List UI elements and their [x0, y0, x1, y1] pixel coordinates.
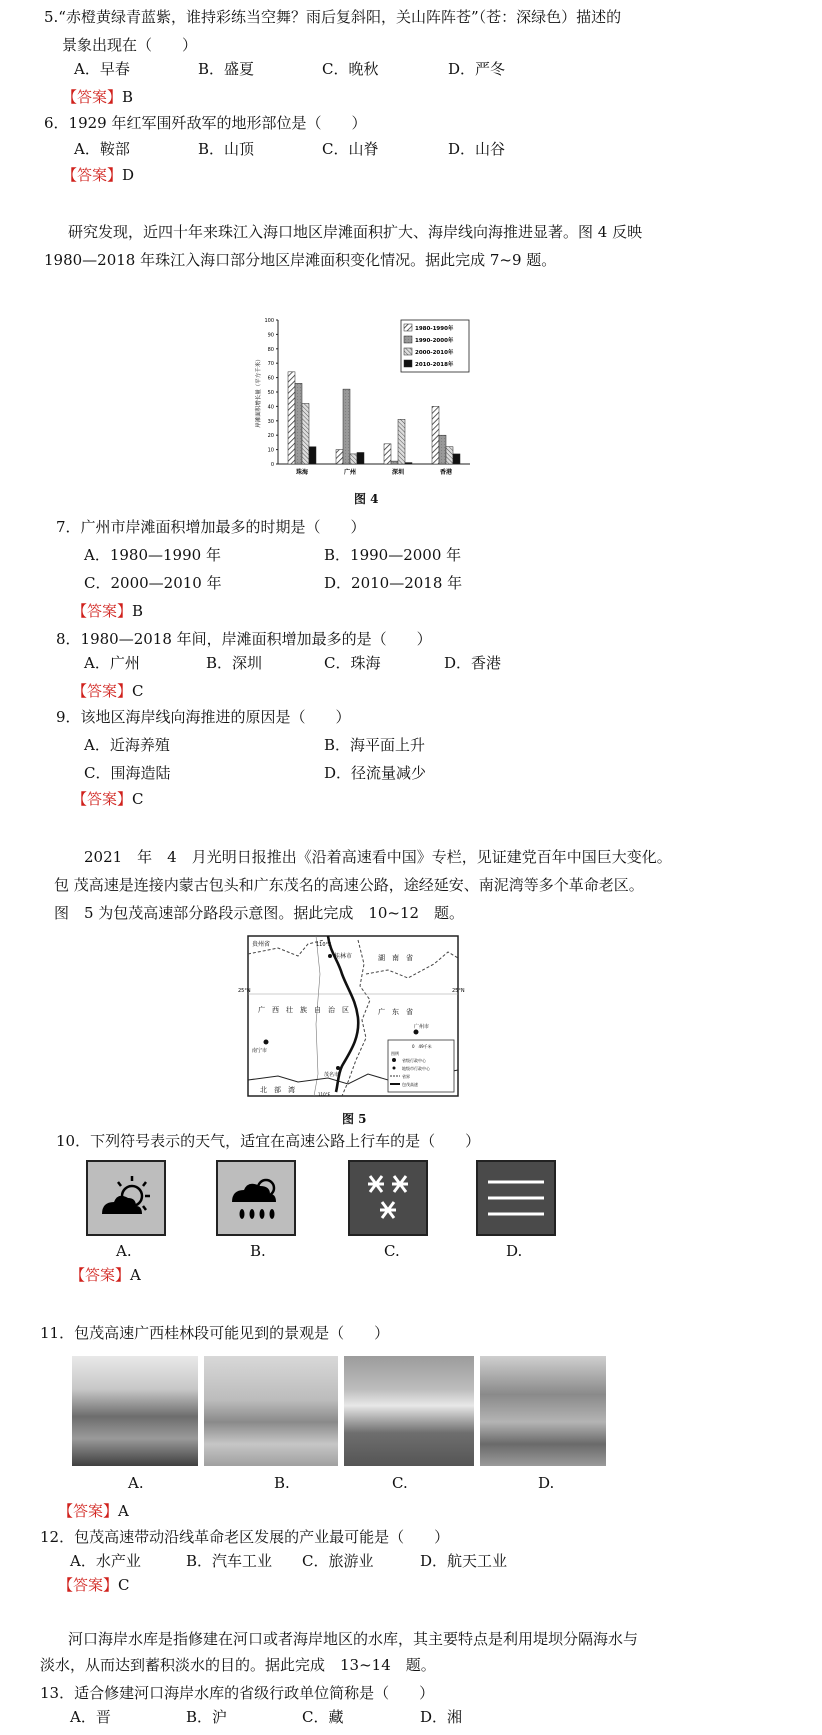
q5-option-d: D．严冬: [448, 60, 506, 78]
answer-value: C: [132, 790, 144, 808]
bar: [391, 461, 398, 464]
q9-option-c: C．围海造陆: [84, 764, 171, 782]
weather-sunny-cloudy-icon: [86, 1160, 166, 1236]
bar: [384, 444, 391, 464]
legend-swatch: [404, 324, 412, 331]
q13-option-b: B．沪: [186, 1708, 228, 1726]
q6-option-c: C．山脊: [322, 140, 379, 158]
y-tick-label: 10: [267, 447, 274, 454]
y-tick-label: 50: [267, 390, 274, 396]
answer-value: D: [122, 166, 135, 184]
q12-option-c: C．旅游业: [302, 1552, 374, 1570]
bar: [336, 450, 343, 464]
x-category-label: 广州: [343, 469, 357, 476]
q7-stem: 7．广州市岸滩面积增加最多的时期是（ ）: [56, 518, 366, 536]
passage-reservoir-line1: 河口海岸水库是指修建在河口或者海岸地区的水库，其主要特点是利用堤坝分隔海水与: [68, 1630, 639, 1648]
map-legend-item-2: 地级市行政中心: [402, 1066, 430, 1071]
legend-entry: 1990-2000年: [415, 338, 454, 344]
passage-fig4: 研究发现，近四十年来珠江入海口地区岸滩面积扩大、海岸线向海推进显著。图 4 反映 1980—2018 年珠江入海口部分地区岸滩面积变化情况。据此完成 7~9 题。: [44, 223, 643, 269]
bar: [295, 383, 302, 464]
q8-option-a: A．广州: [84, 654, 140, 672]
q5-option-c: C．晚秋: [322, 60, 379, 78]
answer-value: A: [118, 1502, 129, 1520]
legend-swatch: [404, 360, 412, 367]
q8-stem: 8．1980—2018 年间，岸滩面积增加最多的是（ ）: [56, 630, 432, 648]
q11-label-c: C.: [392, 1474, 408, 1492]
answer-value: C: [118, 1576, 130, 1594]
answer-label: 【答案】: [72, 602, 133, 620]
bar: [446, 447, 453, 464]
map-label-lon-top: 110°E: [316, 942, 332, 948]
map-legend-item-1: 省级行政中心: [402, 1058, 426, 1063]
q9-option-d: D．径流量减少: [324, 764, 427, 782]
figure4-caption: 图 4: [354, 492, 379, 506]
q10-label-b: B.: [250, 1242, 266, 1260]
map-legend-item-4: 包茂高速: [402, 1082, 418, 1087]
bar: [432, 406, 439, 464]
q10-label-a: A.: [116, 1242, 132, 1260]
map-scale: 0 49千米: [412, 1044, 432, 1049]
bar: [343, 389, 350, 464]
q11-label-a: A.: [128, 1474, 144, 1492]
map-legend-title: 图例: [391, 1051, 399, 1056]
y-tick-label: 40: [267, 404, 274, 411]
y-tick-label: 100: [264, 318, 274, 324]
map-label-guizhou: 贵州省: [252, 941, 271, 948]
q9-stem: 9．该地区海岸线向海推进的原因是（ ）: [56, 708, 351, 726]
bar: [302, 404, 309, 464]
figure5-map: [238, 934, 468, 1098]
photo-loess-plateau: [480, 1356, 606, 1466]
bar: [309, 447, 316, 464]
q7-option-c: C．2000—2010 年: [84, 574, 222, 592]
q8-option-c: C．珠海: [324, 654, 381, 672]
answer-label: 【答案】: [58, 1576, 119, 1594]
map-label-lat-right: 25°N: [452, 988, 465, 994]
weather-snow-icon: [348, 1160, 428, 1236]
legend-swatch: [404, 336, 412, 343]
q6-stem: 6．1929 年红军围歼敌军的地形部位是（ ）: [44, 114, 367, 132]
map-label-lat-left: 25°N: [238, 988, 251, 994]
map-label-guangxi: 广 西 壮 族 自 治 区: [258, 1006, 349, 1014]
q8-answer: [72, 680, 144, 701]
q5-option-b: B．盛夏: [198, 60, 255, 78]
y-tick-label: 90: [267, 332, 274, 339]
map-label-guilin: 桂林市: [334, 953, 353, 960]
q6-option-a: A．鞍部: [74, 140, 130, 158]
bar: [350, 454, 357, 464]
weather-fog-icon: [476, 1160, 556, 1236]
y-tick-label: 20: [267, 433, 274, 440]
q10-stem: 10．下列符号表示的天气，适宜在高速公路上行车的是（ ）: [56, 1132, 481, 1150]
q12-stem: 12．包茂高速带动沿线革命老区发展的产业最可能是（ ）: [40, 1528, 450, 1546]
legend-entry: 2010-2018年: [415, 362, 454, 368]
map-label-nanning: 南宁市: [252, 1048, 268, 1054]
map-label-lon-bottom: 110°E: [318, 1092, 331, 1097]
bar: [453, 454, 460, 464]
passage-fig5-line1: 2021 年 4 月光明日报推出《沿着高速看中国》专栏，见证建党百年中国巨大变化。: [84, 848, 672, 866]
answer-value: B: [122, 88, 134, 106]
q5-option-a: A．早春: [74, 60, 130, 78]
q7-option-d: D．2010—2018 年: [324, 574, 463, 592]
map-label-guangdong: 广 东 省: [378, 1008, 413, 1016]
map-label-hunan: 湖 南 省: [378, 954, 413, 962]
bar: [288, 372, 295, 464]
passage-fig5-line3: 图 5 为包茂高速部分路段示意图。据此完成 10~12 题。: [54, 904, 465, 922]
q13-option-c: C．藏: [302, 1708, 344, 1726]
answer-label: 【答案】: [72, 682, 133, 700]
passage-reservoir-line2: 淡水，从而达到蓄积淡水的目的。据此完成 13~14 题。: [40, 1656, 436, 1674]
q8-option-d: D．香港: [444, 654, 502, 672]
q5-stem-line2: 景象出现在（ ）: [62, 36, 198, 54]
q11-stem: 11．包茂高速广西桂林段可能见到的景观是（ ）: [40, 1324, 390, 1342]
q6-answer: [62, 164, 134, 185]
x-category-label: 香港: [439, 469, 453, 476]
q11-label-d: D.: [538, 1474, 555, 1492]
q13-stem: 13．适合修建河口海岸水库的省级行政单位简称是（ ）: [40, 1684, 435, 1702]
q7-answer: [72, 600, 143, 621]
map-label-beibu-gulf: 北 部 湾: [260, 1086, 295, 1094]
y-tick-label: 0: [270, 462, 274, 468]
q12-option-b: B．汽车工业: [186, 1552, 273, 1570]
x-category-label: 珠海: [295, 469, 309, 476]
bar: [439, 435, 446, 464]
q10-answer: [70, 1264, 141, 1285]
weather-rain-icon: [216, 1160, 296, 1236]
q11-answer: [58, 1500, 129, 1521]
answer-label: 【答案】: [62, 88, 123, 106]
bar: [405, 463, 412, 464]
answer-value: C: [132, 682, 144, 700]
photo-desert-oasis: [204, 1356, 338, 1466]
q9-option-a: A．近海养殖: [84, 736, 170, 754]
bar: [357, 452, 364, 464]
q13-option-a: A．晋: [70, 1708, 111, 1726]
q12-option-d: D．航天工业: [420, 1552, 508, 1570]
q7-option-b: B．1990—2000 年: [324, 546, 462, 564]
answer-value: A: [130, 1266, 141, 1284]
passage-fig5-line2: 包 茂高速是连接内蒙古包头和广东茂名的高速公路，途经延安、南泥湾等多个革命老区。: [54, 876, 644, 894]
answer-label: 【答案】: [58, 1502, 119, 1520]
q9-option-b: B．海平面上升: [324, 736, 426, 754]
q8-option-b: B．深圳: [206, 654, 263, 672]
q13-option-d: D．湘: [420, 1708, 463, 1726]
q6-option-d: D．山谷: [448, 140, 506, 158]
q10-label-d: D.: [506, 1242, 523, 1260]
answer-label: 【答案】: [70, 1266, 131, 1284]
y-tick-label: 30: [267, 418, 274, 425]
q6-option-b: B．山顶: [198, 140, 255, 158]
answer-label: 【答案】: [62, 166, 123, 184]
q10-label-c: C.: [384, 1242, 400, 1260]
legend-swatch: [404, 348, 412, 355]
photo-snow-mountain: [344, 1356, 474, 1466]
bar: [398, 419, 405, 464]
map-label-guangzhou: 广州市: [414, 1024, 430, 1030]
figure5-caption: 图 5: [342, 1112, 367, 1126]
answer-value: B: [132, 602, 144, 620]
photo-karst-landscape: [72, 1356, 198, 1466]
q11-label-b: B.: [274, 1474, 290, 1492]
map-label-maoming: 茂名市: [324, 1072, 340, 1078]
legend-entry: 1980-1990年: [415, 326, 454, 332]
legend-entry: 2000-2010年: [415, 350, 454, 356]
q9-answer: [72, 788, 144, 809]
map-legend-item-3: 省界: [402, 1074, 410, 1079]
q12-option-a: A．水产业: [70, 1552, 141, 1570]
q5-answer: [62, 86, 133, 107]
answer-label: 【答案】: [72, 790, 133, 808]
q7-option-a: A．1980—1990 年: [84, 546, 221, 564]
y-tick-label: 70: [267, 361, 274, 368]
y-axis-label: 岸滩面积增长量（平方千米）: [256, 356, 262, 428]
y-tick-label: 80: [267, 346, 274, 353]
q12-answer: [58, 1574, 130, 1595]
x-category-label: 深圳: [391, 469, 405, 476]
figure4-bar-chart: [248, 314, 478, 482]
q5-stem-line1: 5.“赤橙黄绿青蓝紫，谁持彩练当空舞？雨后复斜阳，关山阵阵苍”（苍：深绿色）描述的: [44, 8, 622, 26]
y-tick-label: 60: [267, 375, 274, 382]
